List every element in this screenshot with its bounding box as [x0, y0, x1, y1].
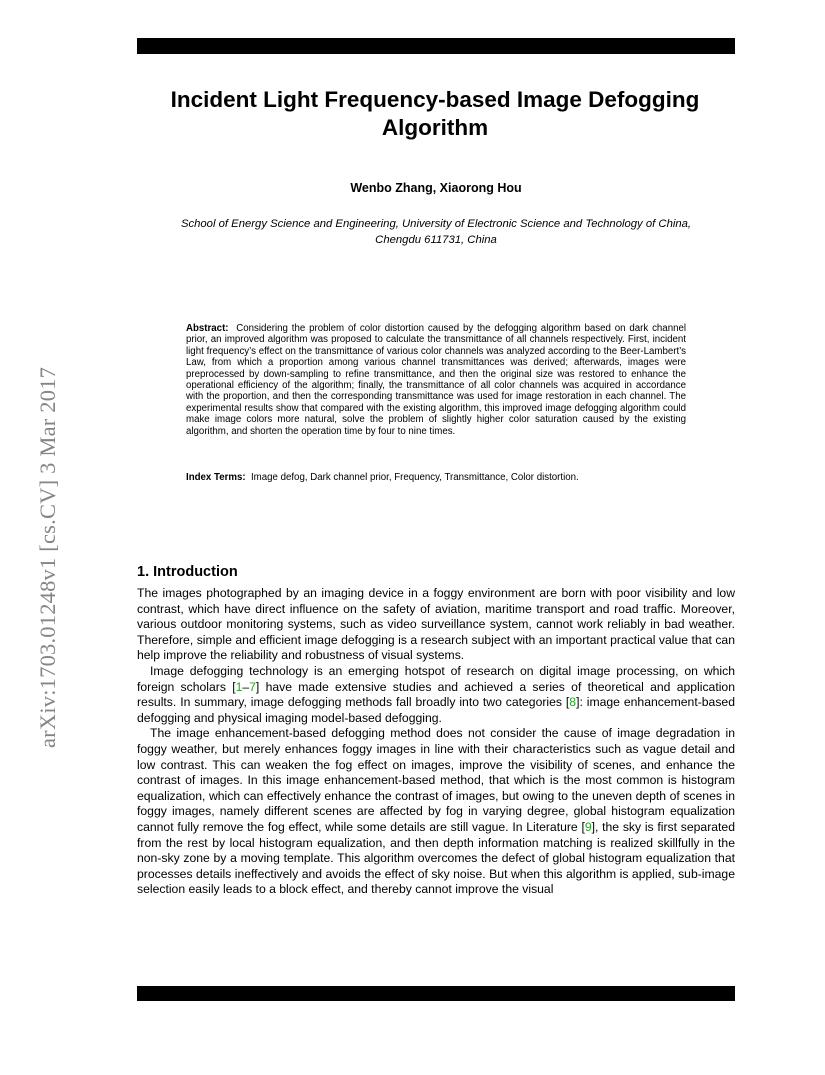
- paragraph-2-part-b: ] have made extensive studies and achieved a series of theoretical and application results. In summary, image defogging methods fall broadly into two categories [: [137, 679, 735, 710]
- index-terms-text: Image defog, Dark channel prior, Frequency, Transmittance, Color distortion.: [250, 472, 579, 483]
- abstract: [186, 323, 686, 437]
- paragraph-2-part-c: ]: image enhancement-based defogging and physical imaging model-based defogging.: [137, 695, 735, 725]
- citation-link-7[interactable]: 7: [249, 679, 256, 694]
- top-rule: [137, 38, 735, 54]
- affiliation: [137, 216, 735, 248]
- arxiv-stamp: arXiv:1703.01248v1 [cs.CV] 3 Mar 2017: [35, 366, 60, 748]
- citation-link-1[interactable]: 1: [235, 679, 243, 694]
- paragraph-3-part-b: ], the sky is first separated from the rest by local histogram equalization, and then depth information matching is realized skillfully in the non-sky zone by a moving template. This algorithm overcomes the defect of global histogram equalization that processes details ineffectively and avoids the effect of sky noise. But when this algorithm is applied, sub-image selection easily leads to a block effect, and thereby cannot improve the visual: [137, 819, 735, 897]
- paragraph-2: [137, 664, 735, 726]
- citation-range-dash: –: [242, 679, 250, 694]
- abstract-text: Considering the problem of color distortion caused by the defogging algorithm based on dark channel prior, an improved algorithm was proposed to calculate the transmittance of all channels respectively. First, incident light frequency’s effect on the transmittance of various color channels was analyzed according to the Beer-Lambert’s Law, from which a proportion among various channel transmittances was derived; afterwards, images were preprocessed by down-sampling to refine transmittance, and then the original size was restored to enhance the operational efficiency of the algorithm; finally, the transmittance of all color channels was acquired in accordance with the proportion, and then the corresponding transmittance was used for image restoration in each channel. The experimental results show that compared with the existing algorithm, this improved image defogging algorithm could make image colors more natural, solve the problem of slightly higher color saturation caused by the existing algorithm, and shorten the operation time by four to nine times.: [186, 323, 687, 437]
- abstract-label: Abstract:: [186, 323, 229, 334]
- introduction-body: [137, 586, 735, 898]
- paragraph-2-part-a: Image defogging technology is an emerging hotspot of research on digital image processing, on which foreign scholars [: [137, 663, 735, 694]
- index-terms: [186, 472, 686, 483]
- citation-link-9[interactable]: 9: [584, 819, 592, 834]
- authors: Wenbo Zhang, Xiaorong Hou: [350, 181, 522, 195]
- section-heading-introduction: 1. Introduction: [137, 564, 238, 580]
- affiliation-line-2: Chengdu 611731, China: [375, 234, 497, 246]
- paragraph-3: [137, 726, 735, 898]
- bottom-rule: [137, 986, 735, 1001]
- citation-link-8[interactable]: 8: [569, 695, 577, 710]
- paragraph-1: The images photographed by an imaging device in a foggy environment are born with poor visibility and low contrast, which have direct influence on the safety of aviation, maritime transport and road traffic. Moreover, various outdoor monitoring systems, such as video surveillance system, cannot work reliably in bad weather. Therefore, simple and efficient image defogging is a research subject with an important practical value that can help improve the reliability and robustness of visual systems.: [137, 586, 735, 663]
- index-terms-label: Index Terms:: [186, 472, 246, 483]
- affiliation-line-1: School of Energy Science and Engineering, University of Electronic Science and Technology of China,: [180, 218, 692, 230]
- paragraph-3-part-a: The image enhancement-based defogging method does not consider the cause of image degradation in foggy weather, but merely enhances foggy images in line with their characteristics such as vague detail and low contrast. This can weaken the fog effect on images, improve the visibility of scenes, and enhance the contrast of images. In this image enhancement-based method, that which is the most common is histogram equalization, which can effectively enhance the contrast of images, but owing to the uneven depth of scenes in foggy images, namely different scenes are affected by fog in varying degree, global histogram equalization cannot fully remove the fog effect, while some details are still vague. In Literature [: [137, 726, 735, 834]
- paper-title: Incident Light Frequency-based Image Defogging Algorithm: [170, 87, 700, 140]
